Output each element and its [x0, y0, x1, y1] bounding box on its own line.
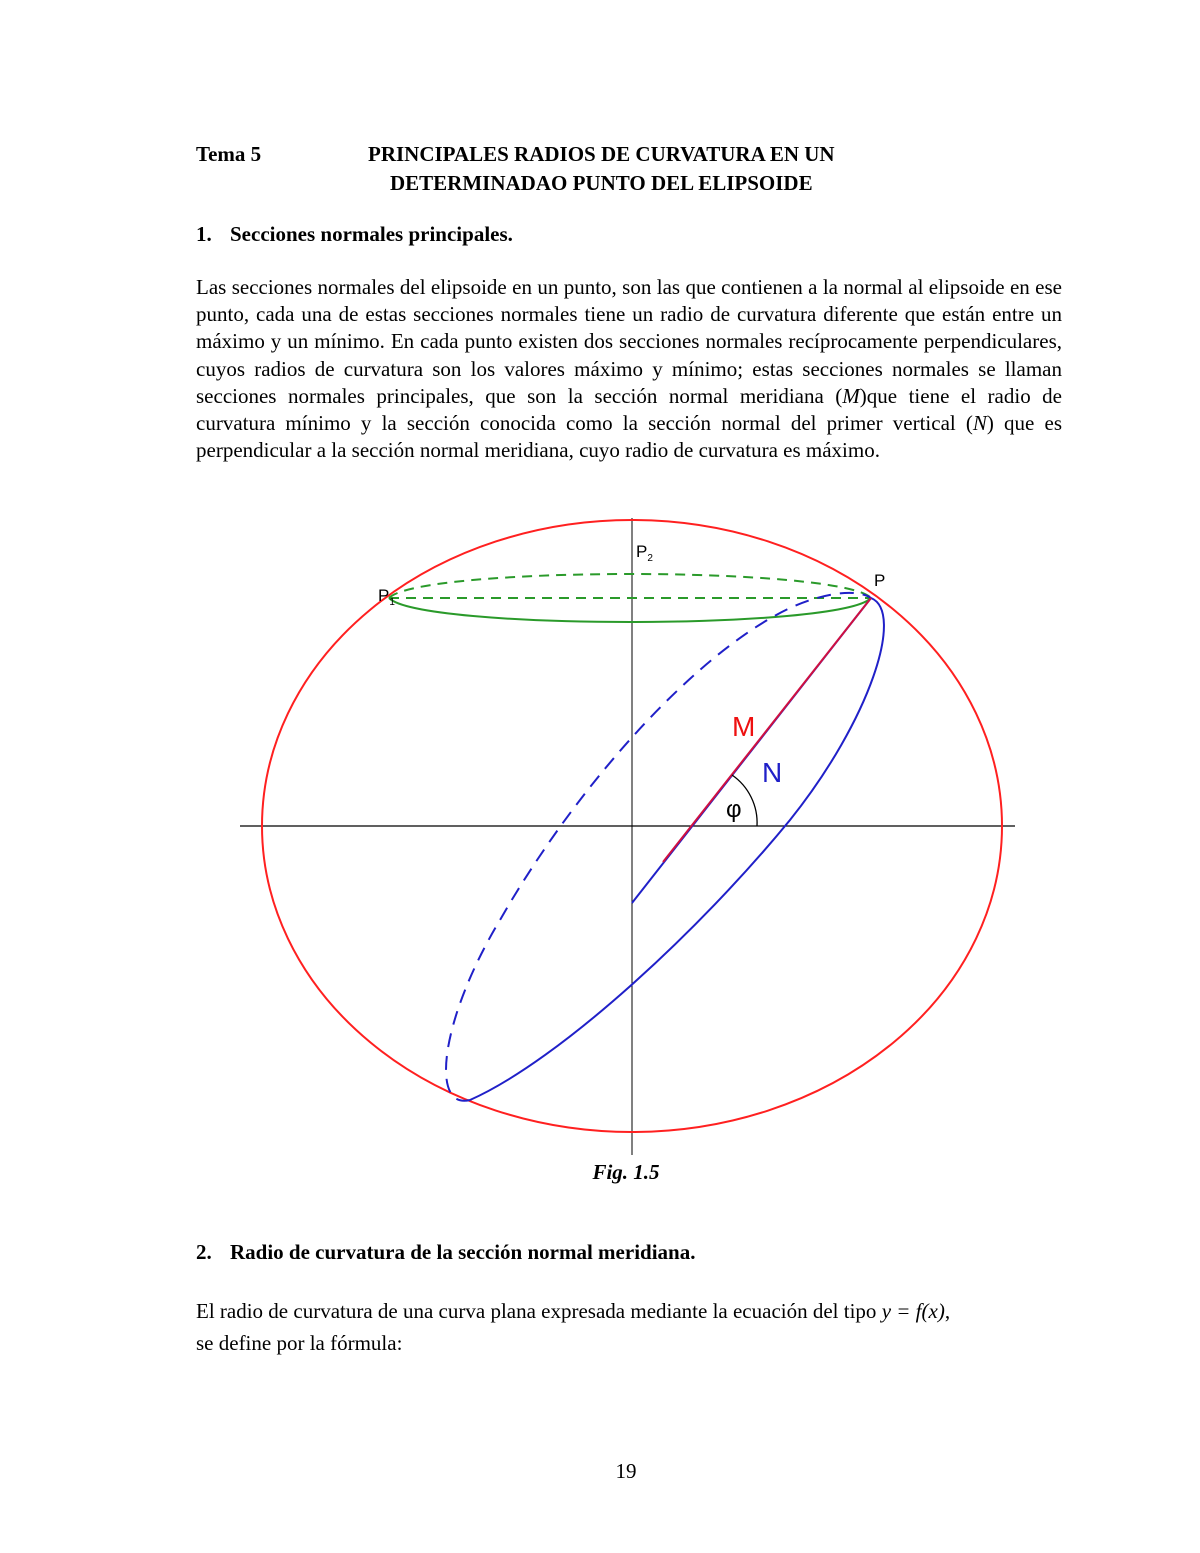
- paragraph-text: El radio de curvatura de una curva plana expresada mediante la ecuación del tipo: [196, 1299, 882, 1323]
- chapter-number: Tema 5: [196, 142, 262, 166]
- chapter-title-line-2: DETERMINADAO PUNTO DEL ELIPSOIDE: [390, 171, 813, 195]
- figure-caption: Fig. 1.5: [592, 1160, 660, 1184]
- section-2-paragraph: [196, 1295, 1062, 1359]
- label-phi: φ: [726, 796, 742, 823]
- page-number: 19: [615, 1459, 637, 1483]
- paragraph-text: ) que es perpendicular a la sección normal meridiana, cuyo radio de curvatura es máximo.: [196, 411, 1063, 463]
- symbol-m: M: [842, 383, 860, 408]
- chapter-title-line-1: PRINCIPALES RADIOS DE CURVATURA EN UN: [368, 142, 835, 166]
- equation-inline: y = f(x): [881, 1299, 945, 1323]
- paragraph-text: )que tiene el radio de curvatura mínimo y la sección conocida como la sección normal del primer vertical (: [196, 383, 1063, 436]
- label-n: N: [762, 757, 783, 788]
- section-2-heading: [196, 1240, 695, 1265]
- paragraph-text: Las secciones normales del elipsoide en un punto, son las que contienen a la normal al elipsoide en ese punto, cada una de estas secciones normales tiene un radio de curvatura diferente que están entre un máximo y un mínimo. En cada punto existen dos secciones normales recíprocamente perpendiculares, cuyos radios de curvatura son los valores máximo y mínimo; estas secciones normales se llaman secciones normales principales, que son la sección normal meridiana (: [196, 275, 1062, 408]
- paragraph-text: ,: [944, 1299, 951, 1323]
- section-2-number: 2.: [196, 1240, 212, 1264]
- parallel-front: [389, 598, 871, 622]
- symbol-n: N: [972, 411, 987, 436]
- label-p2: $P_2$: [636, 542, 653, 564]
- label-p: P: [874, 571, 886, 590]
- normal-m-line: [663, 598, 871, 862]
- section-1-number: 1.: [196, 222, 212, 246]
- prime-vertical-back: [446, 593, 871, 1101]
- parallel-back: [389, 574, 871, 598]
- label-m: M: [732, 711, 756, 742]
- label-p1: $P_1$: [378, 586, 395, 608]
- section-2-title: Radio de curvatura de la sección normal meridiana.: [230, 1240, 696, 1264]
- prime-vertical-front: [470, 598, 884, 1100]
- section-1-title: Secciones normales principales.: [230, 222, 513, 246]
- paragraph-text: se define por la fórmula:: [196, 1331, 403, 1355]
